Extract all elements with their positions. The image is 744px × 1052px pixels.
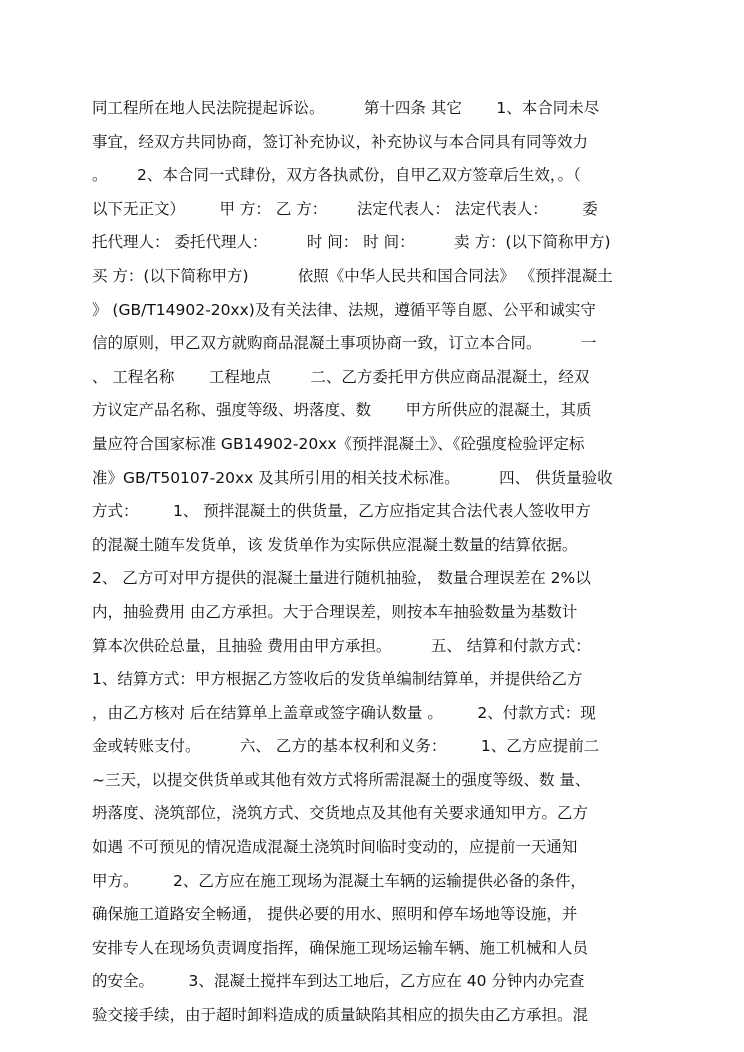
text-line: 2、 乙方可对甲方提供的混凝土量进行随机抽验， 数量合理误差在 2%以 [92, 569, 591, 588]
contract-text [92, 92, 672, 1033]
text-line: 托代理人： 委托代理人： 时 间： 时 间： 卖 方：(以下简称甲方) [92, 233, 611, 252]
text-line: 甲方。 2、乙方应在施工现场为混凝土车辆的运输提供必备的条件， [92, 871, 586, 890]
text-line: 如遇 不可预见的情况造成混凝土浇筑时间临时变动的，应提前一天通知 [92, 838, 578, 857]
text-line: 方式： 1、 预拌混凝土的供货量，乙方应指定其合法代表人签收甲方 [92, 502, 591, 521]
text-line: 坍落度、浇筑部位，浇筑方式、交货地点及其他有关要求通知甲方。乙方 [92, 804, 589, 823]
text-line: 确保施工道路安全畅通， 提供必要的用水、照明和停车场地等设施，并 [92, 905, 578, 924]
text-line: 内，抽验费用 由乙方承担。大于合理误差，则按本车抽验数量为基数计 [92, 602, 578, 621]
text-line: 的混凝土随车发货单，该 发货单作为实际供应混凝土数量的结算依据。 [92, 535, 578, 554]
text-line: 买 方：(以下简称甲方) 依照《中华人民共和国合同法》 《预拌混凝土 [92, 266, 613, 285]
text-line: 1、结算方式：甲方根据乙方签收后的发货单编制结算单，并提供给乙方 [92, 670, 583, 689]
text-line: 、 工程名称 工程地点 二、乙方委托甲方供应商品混凝土，经双 [92, 367, 590, 386]
text-line: 安排专人在现场负责调度指挥，确保施工现场运输车辆、施工机械和人员 [92, 938, 589, 957]
text-line: 准》GB/T50107-20xx 及其所引用的相关技术标准。 四、 供货量验收 [92, 468, 613, 487]
text-line: 》 (GB/T14902-20xx)及有关法律、法规，遵循平等自愿、公平和诚实守 [92, 300, 596, 319]
text-line: 量应符合国家标准 GB14902-20xx《预拌混凝土》、《砼强度检验评定标 [92, 434, 585, 453]
text-line: 金或转账支付。 六、 乙方的基本权利和义务： 1、乙方应提前二 [92, 737, 600, 756]
text-line: 信的原则，甲乙双方就购商品混凝土事项协商一致，订立本合同。 一 [92, 334, 597, 353]
text-line: 。 2、本合同一式肆份，双方各执贰份，自甲乙双方签章后生效，。（ [92, 166, 581, 185]
text-line: 事宜，经双方共同协商，签订补充协议，补充协议与本合同具有同等效力 [92, 132, 589, 151]
text-line: 方议定产品名称、强度等级、坍落度、数 甲方所供应的混凝土，其质 [92, 401, 592, 420]
text-line: 验交接手续，由于超时卸料造成的质量缺陷其相应的损失由乙方承担。混 [92, 1006, 589, 1025]
text-line: 的安全。 3、混凝土搅拌车到达工地后，乙方应在 40 分钟内办完查 [92, 972, 585, 991]
text-line: ~三天，以提交供货单或其他有效方式将所需混凝土的强度等级、数 量、 [92, 770, 591, 789]
text-line: 算本次供砼总量，且抽验 费用由甲方承担。 五、 结算和付款方式： [92, 636, 591, 655]
text-line: ，由乙方核对 后在结算单上盖章或签字确认数量 。 2、付款方式：现 [92, 703, 596, 722]
text-line: 同工程所在地人民法院提起诉讼。 第十四条 其它 1、本合同未尽 [92, 99, 600, 117]
text-line: 以下无正文） 甲 方： 乙 方： 法定代表人： 法定代表人： 委 [92, 199, 598, 218]
